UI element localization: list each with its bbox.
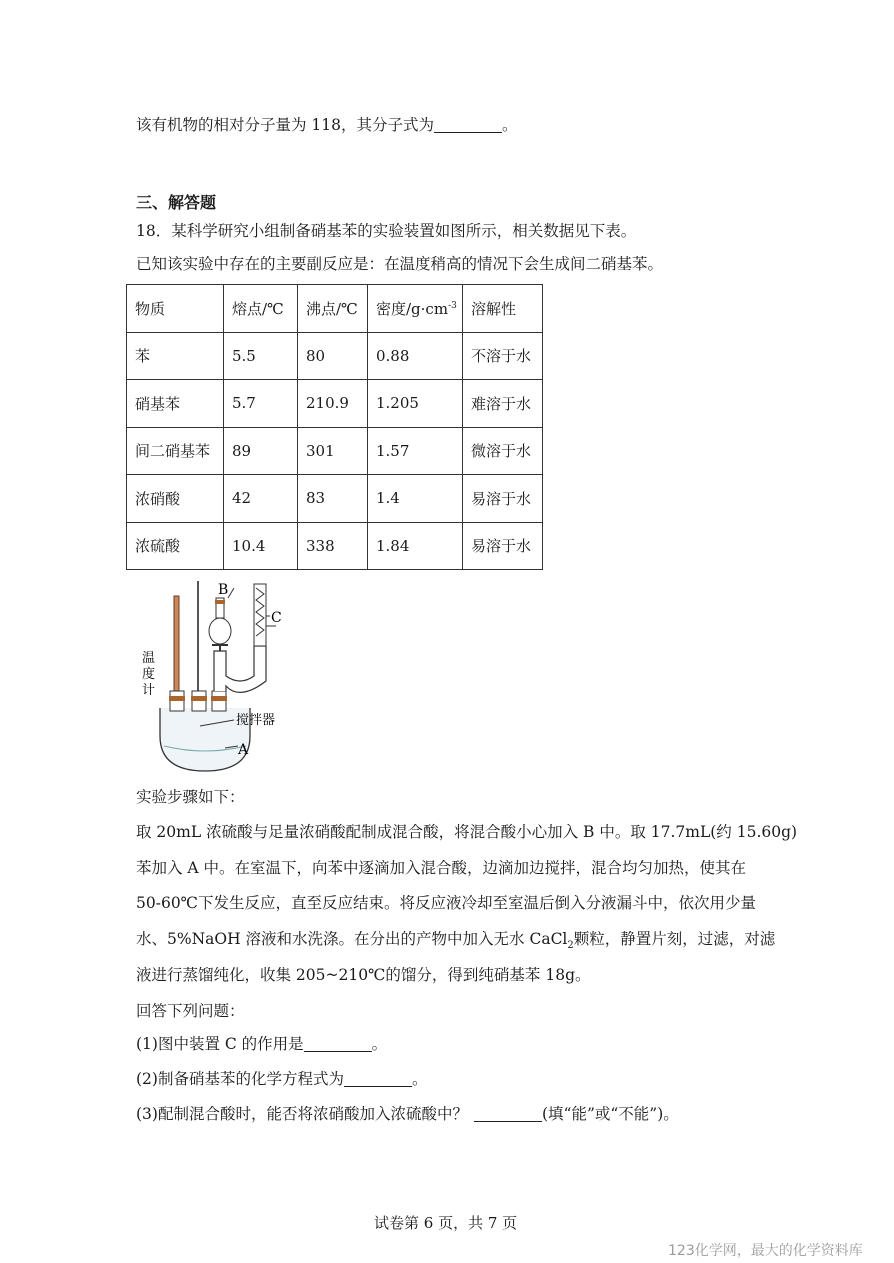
label-thermometer-2: 度 — [142, 667, 156, 682]
table-cell: 1.205 — [368, 380, 463, 428]
table-cell: 5.7 — [224, 380, 298, 428]
steps-paragraph-line: 取 20mL 浓硫酸与足量浓硝酸配制成混合酸，将混合酸小心加入 B 中。取 17.7mL(约 15.60g) — [136, 823, 798, 841]
subquestion-2 — [136, 1068, 427, 1090]
subscript: 2 — [567, 940, 574, 952]
steps-paragraph-line: 苯加入 A 中。在室温下，向苯中逐滴加入混合酸，边滴加边搅拌，混合均匀加热，使其在 — [136, 859, 747, 877]
table-cell: 1.84 — [368, 522, 463, 570]
subquestion-text: (1)图中装置 C 的作用是 — [136, 1035, 304, 1053]
table-row — [127, 475, 543, 523]
table-cell: 89 — [224, 427, 298, 475]
table-cell: 微溶于水 — [463, 427, 543, 475]
stopper-middle — [191, 696, 207, 701]
steps-paragraph-line — [136, 928, 775, 957]
page-footer: 试卷第 6 页，共 7 页 — [374, 1214, 518, 1232]
punctuation: 。 — [502, 116, 518, 134]
table-cell: 338 — [298, 522, 368, 570]
question-stem-line2: 已知该实验中存在的主要副反应是：在温度稍高的情况下会生成间二硝基苯。 — [136, 255, 664, 273]
stopper-right — [211, 696, 227, 701]
table-row — [127, 380, 543, 428]
header-cell: 熔点/℃ — [224, 285, 298, 333]
watermark: 123化学网，最大的化学资料库 — [668, 1243, 863, 1259]
punctuation: 。 — [411, 1070, 428, 1088]
punctuation: 。 — [371, 1035, 388, 1053]
table-cell: 浓硫酸 — [127, 522, 224, 570]
question-stem-line1: 18．某科学研究小组制备硝基苯的实验装置如图所示，相关数据见下表。 — [136, 222, 637, 240]
density-header-text: 密度/g·cm — [376, 299, 449, 318]
table-cell: 苯 — [127, 332, 224, 380]
table-cell: 难溶于水 — [463, 380, 543, 428]
table-cell: 1.57 — [368, 427, 463, 475]
table-cell: 0.88 — [368, 332, 463, 380]
funnel-b-stopper — [215, 600, 225, 604]
subquestion-3 — [136, 1103, 679, 1125]
properties-table — [126, 284, 543, 570]
table-cell: 浓硝酸 — [127, 475, 224, 523]
punctuation: (填“能”或“不能”)。 — [541, 1105, 679, 1123]
stopper-left — [169, 696, 185, 701]
answer-blank[interactable] — [434, 116, 502, 133]
previous-question-text: 该有机物的相对分子量为 118，其分子式为 — [136, 116, 435, 134]
previous-question-line — [136, 114, 518, 136]
label-stirrer: 搅拌器 — [236, 713, 276, 728]
steps-paragraph-line: 50-60℃下发生反应，直至反应结束。将反应液冷却至室温后倒入分液漏斗中，依次用少量 — [136, 894, 757, 912]
subquestion-1 — [136, 1033, 387, 1055]
table-cell: 不溶于水 — [463, 332, 543, 380]
subquestion-text: (3)配制混合酸时，能否将浓硝酸加入浓硫酸中？ — [136, 1105, 468, 1123]
table-cell: 5.5 — [224, 332, 298, 380]
header-cell: 溶解性 — [463, 285, 543, 333]
table-cell: 1.4 — [368, 475, 463, 523]
table-row — [127, 522, 543, 570]
table-header-row — [127, 285, 543, 333]
steps-title: 实验步骤如下： — [136, 788, 245, 806]
steps-text: 水、5%NaOH 溶液和水洗涤。在分出的产物中加入无水 CaCl — [136, 930, 568, 948]
table-cell: 易溶于水 — [463, 522, 543, 570]
section-title: 三、解答题 — [136, 193, 217, 212]
subquestion-text: (2)制备硝基苯的化学方程式为 — [136, 1070, 344, 1088]
answer-blank[interactable] — [304, 1035, 372, 1052]
apparatus-figure — [130, 576, 300, 776]
density-header-sup: -3 — [448, 300, 457, 311]
table-cell: 易溶于水 — [463, 475, 543, 523]
label-thermometer-1: 温 — [142, 651, 156, 666]
header-cell: 沸点/℃ — [298, 285, 368, 333]
steps-paragraph-line: 液进行蒸馏纯化，收集 205~210℃的馏分，得到纯硝基苯 18g。 — [136, 966, 591, 984]
label-thermometer-3: 计 — [142, 683, 156, 698]
table-cell: 硝基苯 — [127, 380, 224, 428]
table-cell: 83 — [298, 475, 368, 523]
table-cell: 10.4 — [224, 522, 298, 570]
table-cell: 80 — [298, 332, 368, 380]
table-cell: 210.9 — [298, 380, 368, 428]
pointer-b — [228, 588, 234, 598]
funnel-b-icon — [209, 618, 231, 644]
table-cell: 42 — [224, 475, 298, 523]
header-cell: 物质 — [127, 285, 224, 333]
label-a: A — [238, 742, 249, 758]
header-cell — [368, 285, 463, 333]
answer-blank[interactable] — [344, 1070, 412, 1087]
label-c: C — [271, 610, 282, 626]
table-row — [127, 427, 543, 475]
table-cell: 301 — [298, 427, 368, 475]
y-adaptor — [214, 646, 266, 692]
table-row — [127, 332, 543, 380]
steps-text: 颗粒，静置片刻，过滤，对滤 — [573, 930, 776, 948]
table-cell: 间二硝基苯 — [127, 427, 224, 475]
answer-prompt: 回答下列问题： — [136, 1002, 245, 1020]
label-b: B — [218, 582, 229, 598]
answer-blank[interactable] — [474, 1105, 542, 1122]
